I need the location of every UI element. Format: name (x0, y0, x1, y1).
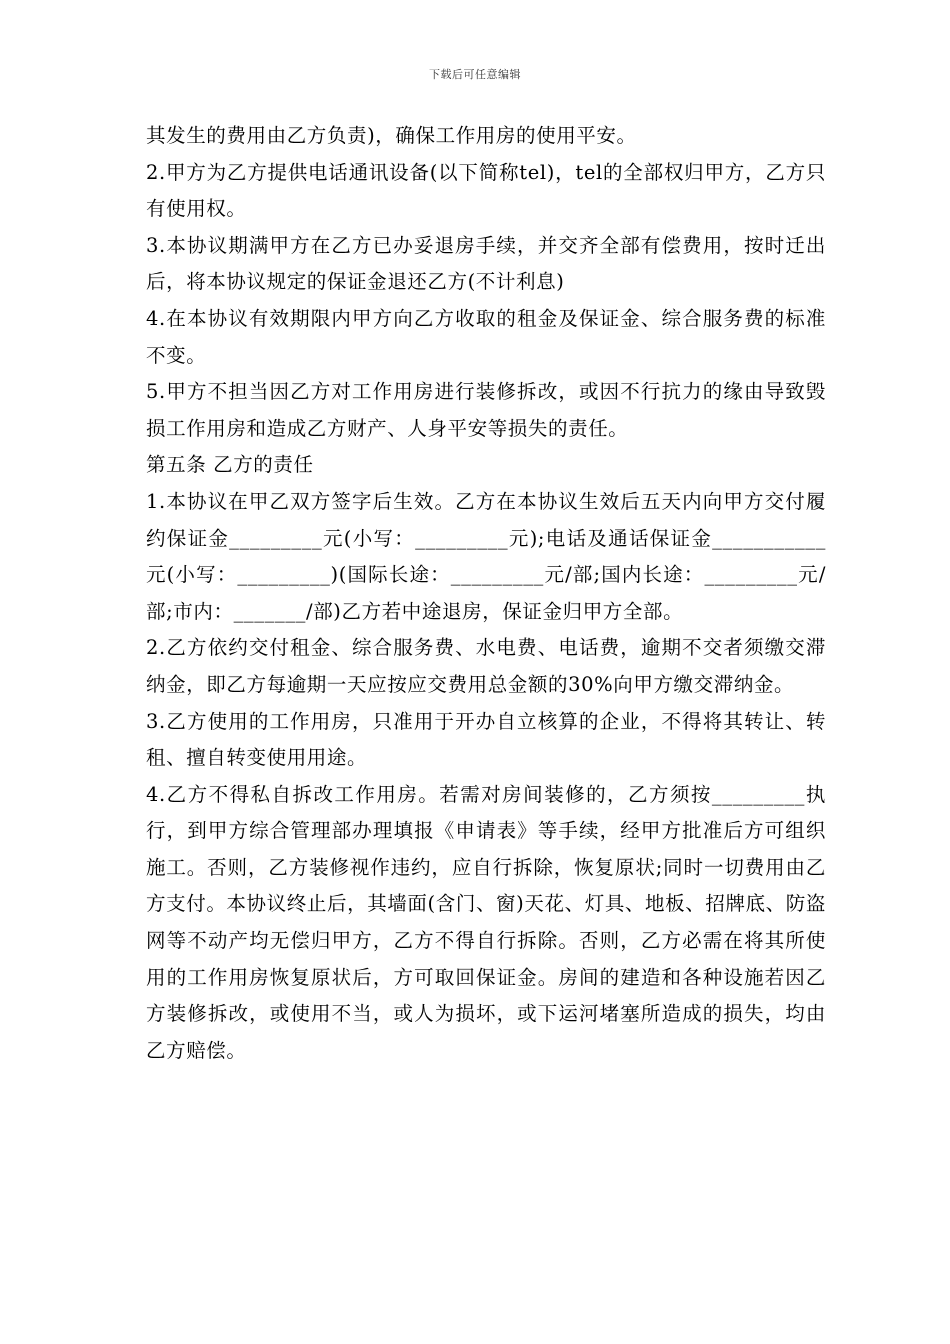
paragraph-b-clause-1: 1.本协议在甲乙双方签字后生效。乙方在本协议生效后五天内向甲方交付履约保证金_________元(小写：_________元);电话及通话保证金___________元(小写：_________)(国际长途：_________元/部;国内长途：_________元/部;市内：_______/部)乙方若中途退房，保证金归甲方全部。 (146, 489, 826, 623)
paragraph-b-clause-3: 3.乙方使用的工作用房，只准用于开办自立核算的企业，不得将其转让、转租、擅自转变使用用途。 (146, 709, 826, 770)
paragraph-b-clause-4: 4.乙方不得私自拆改工作用房。若需对房间装修的，乙方须按_________执行，到甲方综合管理部办理填报《申请表》等手续，经甲方批准后方可组织施工。否则，乙方装修视作违约，应自行拆除，恢复原状;同时一切费用由乙方支付。本协议终止后，其墙面(含门、窗)天花、灯具、地板、招牌底、防盗网等不动产均无偿归甲方，乙方不得自行拆除。否则，乙方必需在将其所使用的工作用房恢复原状后，方可取回保证金。房间的建造和各种设施若因乙方装修拆改，或使用不当，或人为损坏，或下运河堵塞所造成的损失，均由乙方赔偿。 (146, 782, 826, 1062)
section-heading: 第五条 乙方的责任 (146, 453, 314, 477)
paragraph-continuation: 其发生的费用由乙方负责)，确保工作用房的使用平安。 (146, 124, 637, 147)
paragraph-clause-4: 4.在本协议有效期限内甲方向乙方收取的租金及保证金、综合服务费的标准不变。 (146, 306, 826, 367)
paragraph-clause-2: 2.甲方为乙方提供电话通讯设备(以下简称tel)，tel的全部权归甲方，乙方只有使用权。 (146, 160, 826, 221)
document-body (146, 118, 826, 1069)
page-header: 下载后可任意编辑 (429, 68, 521, 81)
paragraph-clause-5: 5.甲方不担当因乙方对工作用房进行装修拆改，或因不行抗力的缘由导致毁损工作用房和造成乙方财产、人身平安等损失的责任。 (146, 380, 826, 440)
paragraph-b-clause-2: 2.乙方依约交付租金、综合服务费、水电费、电话费，逾期不交者须缴交滞纳金，即乙方每逾期一天应按应交费用总金额的30%向甲方缴交滞纳金。 (146, 636, 826, 696)
paragraph-clause-3: 3.本协议期满甲方在乙方已办妥退房手续，并交齐全部有偿费用，按时迁出后，将本协议规定的保证金退还乙方(不计利息) (146, 233, 826, 294)
